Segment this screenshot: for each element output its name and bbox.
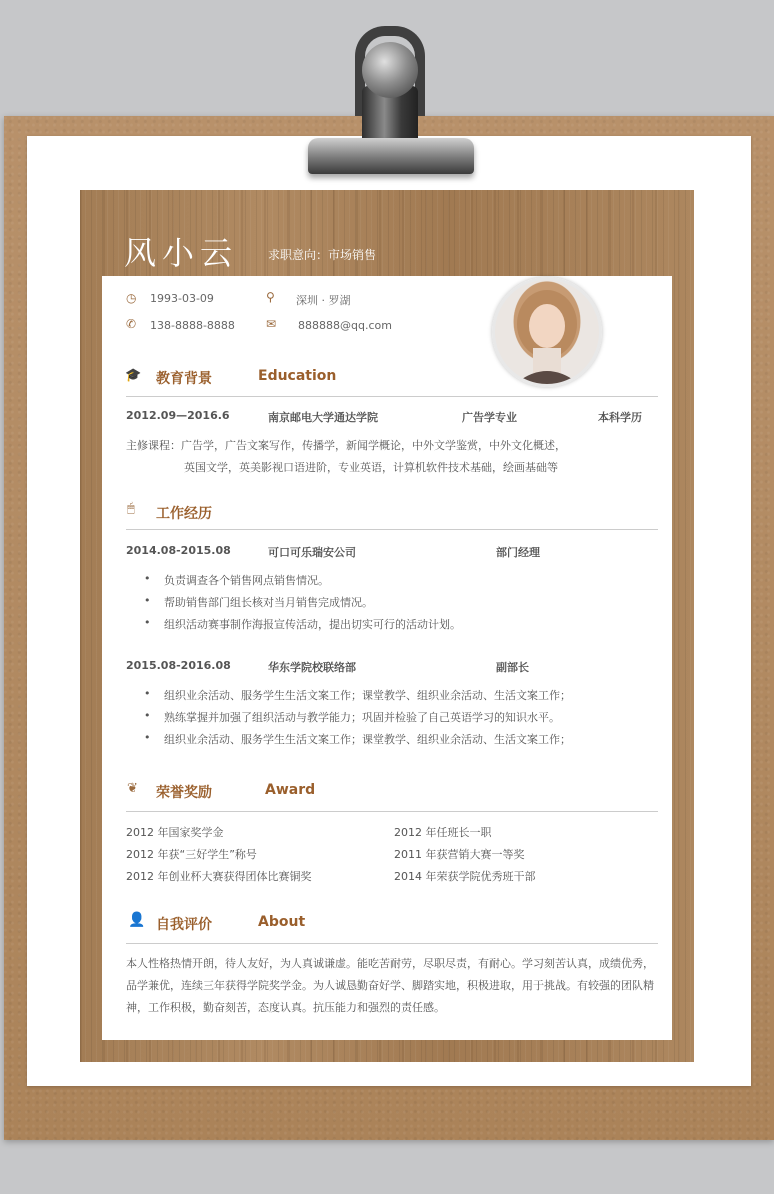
job-2-item: • 组织业余活动、服务学生生活文案工作；课堂教学、组织业余活动、生活文案工作；: [164, 731, 571, 747]
leaf-icon: ❦: [127, 781, 138, 796]
education-degree: 本科学历: [598, 411, 642, 424]
email: 888888@qq.com: [298, 319, 392, 332]
about-title-en: About: [258, 914, 306, 930]
education-divider: [126, 396, 658, 397]
job-1-item: • 负责调查各个销售网点销售情况。: [164, 572, 329, 588]
job-2-period: 2015.08-2016.08: [126, 659, 231, 672]
job-1-item: • 帮助销售部门组长核对当月销售完成情况。: [164, 594, 373, 610]
award-item: 2011 年获营销大赛一等奖: [394, 848, 525, 861]
phone-icon: ✆: [126, 317, 137, 331]
job-1-role: 部门经理: [496, 546, 540, 559]
work-divider: [126, 529, 658, 530]
location-pin-icon: ⚲: [266, 290, 275, 304]
awards-divider: [126, 811, 658, 812]
job-2-company: 华东学院校联络部: [268, 661, 356, 674]
job-1-period: 2014.08-2015.08: [126, 544, 231, 557]
job-2-item: • 熟练掌握并加强了组织活动与教学能力；巩固并检验了自己英语学习的知识水平。: [164, 709, 560, 725]
job-intention: 求职意向：市场销售: [268, 248, 377, 262]
mail-icon: ✉: [266, 317, 277, 331]
about-title: 自我评价: [156, 917, 212, 933]
work-title: 工作经历: [156, 506, 212, 522]
resume-name: 风小云: [124, 234, 239, 272]
mouse-icon: 🖱: [127, 501, 135, 516]
awards-title-en: Award: [265, 782, 316, 798]
location: 深圳 · 罗湖: [296, 294, 351, 307]
job-1-item: • 组织活动赛事制作海报宣传活动，提出切实可行的活动计划。: [164, 616, 461, 632]
binder-clip-icon: [300, 26, 480, 176]
person-icon: 👤: [128, 912, 146, 928]
job-1-company: 可口可乐瑞安公司: [268, 546, 356, 559]
courses-line-2: 英国文学，英美影视口语进阶，专业英语，计算机软件技术基础，绘画基础等: [184, 461, 558, 474]
portrait-image: [495, 280, 599, 384]
job-2-item: • 组织业余活动、服务学生生活文案工作；课堂教学、组织业余活动、生活文案工作；: [164, 687, 571, 703]
clip-knob: [362, 42, 418, 98]
award-item: 2012 年创业杯大赛获得团体比赛铜奖: [126, 870, 312, 883]
graduation-cap-icon: 🎓: [125, 368, 142, 383]
education-title-en: Education: [258, 368, 337, 384]
education-title: 教育背景: [156, 371, 212, 387]
about-text: 本人性格热情开朗，待人友好，为人真诚谦虚。能吃苦耐劳，尽职尽责，有耐心。学习刻苦认真，成绩优秀，品学兼优，连续三年获得学院奖学金。为人诚恳勤奋好学、脚踏实地，积极进取，用于挑战。有较强的团队精神，工作积极，勤奋刻苦，态度认真。抗压能力和强烈的责任感。: [126, 957, 654, 1014]
education-major: 广告学专业: [462, 411, 517, 424]
birth-date: 1993-03-09: [150, 292, 214, 305]
clip-base: [308, 138, 474, 174]
clock-icon: ◷: [126, 291, 137, 305]
phone: 138-8888-8888: [150, 319, 235, 332]
award-item: 2012 年任班长一职: [394, 826, 492, 839]
award-item: 2012 年国家奖学金: [126, 826, 224, 839]
education-period: 2012.09—2016.6: [126, 409, 230, 422]
education-school: 南京邮电大学通达学院: [268, 411, 378, 424]
awards-title: 荣誉奖励: [156, 785, 212, 801]
about-divider: [126, 943, 658, 944]
avatar: [492, 277, 602, 387]
award-item: 2012 年获“三好学生”称号: [126, 848, 257, 861]
courses-line-1: 主修课程：广告学，广告文案写作，传播学，新闻学概论，中外文学鉴赏，中外文化概述，: [126, 439, 566, 452]
job-2-role: 副部长: [496, 661, 529, 674]
award-item: 2014 年荣获学院优秀班干部: [394, 870, 536, 883]
